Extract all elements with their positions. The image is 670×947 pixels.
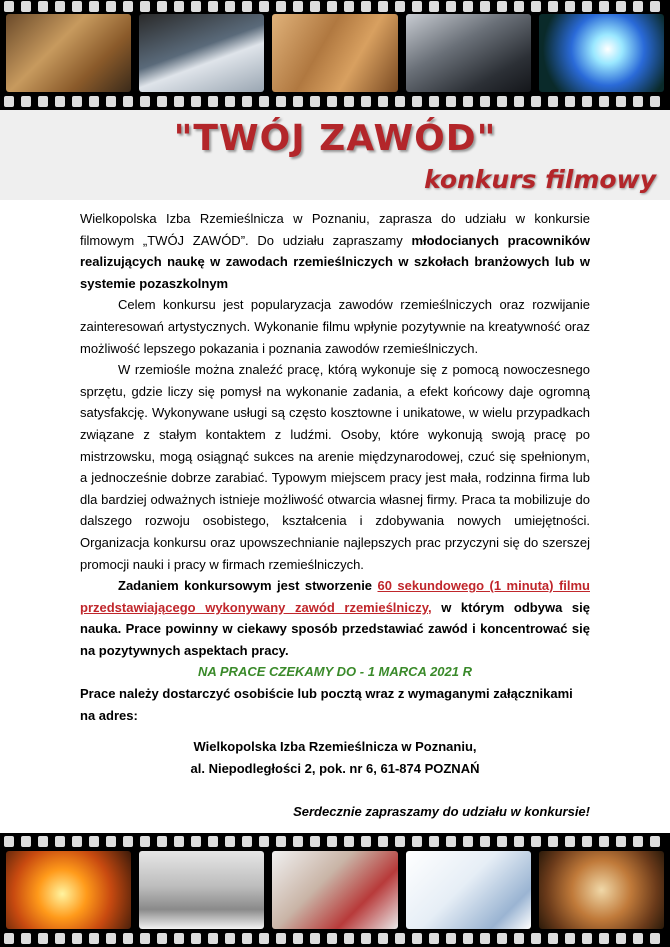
sprocket-hole: [259, 96, 269, 107]
sprocket-holes: [0, 1, 670, 13]
cooking-flames-photo: [6, 851, 131, 929]
sprocket-hole: [378, 1, 388, 12]
butcher-photo: [272, 851, 397, 929]
sprocket-hole: [344, 933, 354, 944]
sprocket-hole: [4, 96, 14, 107]
page-title: "TWÓJ ZAWÓD": [173, 118, 497, 159]
sprocket-hole: [361, 1, 371, 12]
sprocket-hole: [157, 1, 167, 12]
woodworking-photo: [272, 14, 397, 92]
sprocket-hole: [463, 1, 473, 12]
sprocket-hole: [174, 96, 184, 107]
sprocket-hole: [582, 96, 592, 107]
sprocket-hole: [276, 1, 286, 12]
sprocket-hole: [208, 836, 218, 847]
sprocket-hole: [480, 1, 490, 12]
sprocket-hole: [531, 1, 541, 12]
sprocket-hole: [293, 933, 303, 944]
sprocket-hole: [21, 96, 31, 107]
sewing-machine-sketch: [406, 851, 531, 929]
sprocket-hole: [72, 1, 82, 12]
sprocket-hole: [582, 1, 592, 12]
sprocket-hole: [582, 836, 592, 847]
sprocket-hole: [38, 836, 48, 847]
sprocket-hole: [599, 96, 609, 107]
sprocket-hole: [361, 933, 371, 944]
sprocket-hole: [140, 933, 150, 944]
sprocket-hole: [616, 1, 626, 12]
sprocket-hole: [395, 933, 405, 944]
sprocket-hole: [497, 1, 507, 12]
sprocket-hole: [344, 836, 354, 847]
sprocket-hole: [412, 1, 422, 12]
sprocket-hole: [123, 836, 133, 847]
sprocket-hole: [72, 96, 82, 107]
sprocket-hole: [123, 96, 133, 107]
document-body: [80, 208, 590, 823]
sprocket-hole: [412, 836, 422, 847]
sprocket-hole: [327, 836, 337, 847]
sprocket-hole: [412, 933, 422, 944]
sprocket-hole: [480, 933, 490, 944]
sprocket-hole: [361, 96, 371, 107]
sprocket-hole: [497, 836, 507, 847]
sprocket-hole: [140, 836, 150, 847]
sprocket-hole: [463, 933, 473, 944]
sprocket-hole: [497, 96, 507, 107]
sprocket-hole: [276, 836, 286, 847]
intro-paragraph: [80, 208, 590, 294]
sprocket-hole: [650, 1, 660, 12]
sprocket-hole: [106, 836, 116, 847]
sprocket-hole: [89, 933, 99, 944]
sprocket-hole: [310, 1, 320, 12]
sprocket-hole: [89, 836, 99, 847]
sprocket-hole: [38, 933, 48, 944]
sprocket-hole: [446, 933, 456, 944]
sprocket-hole: [174, 1, 184, 12]
sprocket-hole: [378, 933, 388, 944]
sprocket-hole: [565, 96, 575, 107]
sprocket-hole: [55, 933, 65, 944]
delivery-instructions: Prace należy dostarczyć osobiście lub pocztą wraz z wymaganymi załącznikami na adres:: [80, 686, 573, 723]
sprocket-hole: [174, 933, 184, 944]
sprocket-hole: [21, 1, 31, 12]
sprocket-hole: [293, 96, 303, 107]
page-subtitle: konkurs filmowy: [424, 165, 656, 194]
sprocket-hole: [429, 96, 439, 107]
sprocket-hole: [395, 1, 405, 12]
sprocket-hole: [310, 836, 320, 847]
sprocket-hole: [259, 836, 269, 847]
sprocket-hole: [497, 933, 507, 944]
invitation-text: Serdecznie zapraszamy do udziału w konkursie!: [293, 804, 590, 820]
sprocket-hole: [55, 836, 65, 847]
sprocket-hole: [242, 836, 252, 847]
sprocket-hole: [242, 96, 252, 107]
sprocket-hole: [463, 96, 473, 107]
sprocket-hole: [55, 96, 65, 107]
sprocket-hole: [514, 933, 524, 944]
sprocket-hole: [208, 933, 218, 944]
sprocket-hole: [633, 836, 643, 847]
sprocket-hole: [123, 933, 133, 944]
sprocket-hole: [191, 836, 201, 847]
task-text: Zadaniem konkursowym jest stworzenie: [118, 578, 378, 594]
sprocket-hole: [191, 933, 201, 944]
sprocket-hole: [4, 933, 14, 944]
sprocket-hole: [633, 933, 643, 944]
engine-repair-photo: [406, 14, 531, 92]
sprocket-hole: [616, 933, 626, 944]
sprocket-hole: [106, 933, 116, 944]
sprocket-hole: [531, 96, 541, 107]
sprocket-hole: [599, 1, 609, 12]
sprocket-hole: [242, 933, 252, 944]
sprocket-holes: [0, 836, 670, 848]
sprocket-hole: [650, 836, 660, 847]
sprocket-hole: [446, 96, 456, 107]
sprocket-hole: [310, 933, 320, 944]
sprocket-hole: [446, 836, 456, 847]
sprocket-hole: [259, 933, 269, 944]
mechanic-under-car-photo: [139, 14, 264, 92]
sprocket-hole: [650, 933, 660, 944]
sprocket-hole: [123, 1, 133, 12]
sprocket-hole: [4, 1, 14, 12]
sprocket-hole: [21, 933, 31, 944]
sprocket-hole: [293, 836, 303, 847]
bread-photo: [539, 851, 664, 929]
sprocket-hole: [650, 96, 660, 107]
sprocket-hole: [89, 1, 99, 12]
carpentry-photo: [6, 14, 131, 92]
sprocket-hole: [38, 1, 48, 12]
intro-target-group: młodocianych pracowników realizujących naukę w zawodach rzemieślniczych w szkołach branżowych lub w systemie pozaszkolnym: [80, 232, 590, 291]
sprocket-hole: [514, 836, 524, 847]
sprocket-hole: [633, 1, 643, 12]
sprocket-hole: [531, 836, 541, 847]
sprocket-hole: [327, 96, 337, 107]
sprocket-hole: [429, 933, 439, 944]
sprocket-hole: [106, 1, 116, 12]
optician-photo: [139, 851, 264, 929]
sprocket-hole: [38, 96, 48, 107]
sprocket-hole: [616, 96, 626, 107]
sprocket-hole: [225, 836, 235, 847]
craft-paragraph: W rzemiośle można znaleźć pracę, którą wykonuje się z pomocą nowoczesnego sprzętu, gdzie liczy się pomysł na wykonanie zadania, a efekt końcowy daje ogromną satysfakcję. Wykonywane usługi są często kosztowne i unikatowe, w wielu przypadkach związane z stałym kontaktem z ludźmi. Osoby, które wykonują swoją pracę po mistrzowsku, mogą osiągnąć sukces na arenie międzynarodowej, czuć się spełnionym, a jednocześnie dobrze zarabiać. Typowym miejscem pracy jest mała, rodzinna firma lub dla bardziej odważnych istnieje możliwość otwarcia własnej firmy. Praca ta mobilizuje do dalszego rozwoju osobistego, kształcenia i zdobywania nowych umiejętności. Organizacja konkursu oraz upowszechnianie najlepszych prac przyczyni się do szerszej promocji nauki i pracy w firmach rzemieślniczych.: [80, 362, 590, 572]
sprocket-hole: [4, 836, 14, 847]
deadline-notice: NA PRACE CZEKAMY DO - 1 MARCA 2021 R: [197, 664, 472, 680]
photo-frames-top: [6, 14, 664, 92]
photo-frames-bottom: [6, 851, 664, 929]
sprocket-hole: [208, 1, 218, 12]
intro-text: Wielkopolska Izba Rzemieślnicza w Poznaniu, zaprasza do udziału w konkursie filmowym „TWÓJ ZAWÓD”. Do udziału zapraszamy: [80, 211, 590, 248]
film-strip-bottom: [0, 833, 670, 947]
sprocket-hole: [276, 933, 286, 944]
sprocket-hole: [599, 836, 609, 847]
sprocket-hole: [446, 1, 456, 12]
laser-welding-photo: [539, 14, 664, 92]
sprocket-hole: [140, 1, 150, 12]
sprocket-hole: [378, 836, 388, 847]
sprocket-hole: [531, 933, 541, 944]
sprocket-hole: [344, 1, 354, 12]
sprocket-hole: [565, 933, 575, 944]
sprocket-hole: [412, 96, 422, 107]
sprocket-hole: [548, 96, 558, 107]
sprocket-hole: [225, 96, 235, 107]
sprocket-hole: [157, 933, 167, 944]
sprocket-hole: [395, 96, 405, 107]
sprocket-hole: [327, 933, 337, 944]
sprocket-hole: [633, 96, 643, 107]
sprocket-hole: [514, 1, 524, 12]
sprocket-hole: [72, 933, 82, 944]
sprocket-hole: [480, 96, 490, 107]
task-text-end: w którym odbywa się nauka. Prace powinny w ciekawy sposób przedstawiać zawód i koncentrować się na pozytywnych aspektach pracy.: [80, 599, 590, 658]
sprocket-hole: [480, 836, 490, 847]
sprocket-holes: [0, 96, 670, 108]
sprocket-hole: [548, 836, 558, 847]
sprocket-hole: [157, 96, 167, 107]
sprocket-hole: [548, 1, 558, 12]
sprocket-hole: [429, 1, 439, 12]
sprocket-hole: [157, 836, 167, 847]
sprocket-hole: [616, 836, 626, 847]
sprocket-hole: [72, 836, 82, 847]
sprocket-holes: [0, 933, 670, 945]
sprocket-hole: [310, 96, 320, 107]
sprocket-hole: [242, 1, 252, 12]
sprocket-hole: [21, 836, 31, 847]
sprocket-hole: [429, 836, 439, 847]
sprocket-hole: [140, 96, 150, 107]
sprocket-hole: [191, 96, 201, 107]
sprocket-hole: [463, 836, 473, 847]
sprocket-hole: [327, 1, 337, 12]
film-strip-top: [0, 0, 670, 110]
sprocket-hole: [344, 96, 354, 107]
sprocket-hole: [548, 933, 558, 944]
sprocket-hole: [89, 96, 99, 107]
sprocket-hole: [191, 1, 201, 12]
task-highlight: 60 sekundowego (1 minuta) filmu przedstawiającego wykonywany zawód rzemieślniczy,: [80, 578, 590, 615]
sprocket-hole: [225, 933, 235, 944]
sprocket-hole: [565, 836, 575, 847]
sprocket-hole: [514, 96, 524, 107]
address-line-2: al. Niepodległości 2, pok. nr 6, 61-874 POZNAŃ: [190, 760, 480, 776]
sprocket-hole: [174, 836, 184, 847]
sprocket-hole: [259, 1, 269, 12]
sprocket-hole: [276, 96, 286, 107]
sprocket-hole: [395, 836, 405, 847]
task-paragraph: [80, 575, 590, 661]
sprocket-hole: [361, 836, 371, 847]
goal-paragraph: Celem konkursu jest popularyzacja zawodów rzemieślniczych oraz rozwijanie zainteresowań artystycznych. Wykonanie filmu wpłynie pozytywnie na kreatywność oraz możliwość lepszego pokazania i poznania zawodów rzemieślniczych.: [80, 297, 590, 356]
address-line-1: Wielkopolska Izba Rzemieślnicza w Poznaniu,: [193, 739, 477, 755]
sprocket-hole: [208, 96, 218, 107]
sprocket-hole: [582, 933, 592, 944]
sprocket-hole: [378, 96, 388, 107]
sprocket-hole: [55, 1, 65, 12]
sprocket-hole: [565, 1, 575, 12]
sprocket-hole: [293, 1, 303, 12]
sprocket-hole: [106, 96, 116, 107]
sprocket-hole: [599, 933, 609, 944]
sprocket-hole: [225, 1, 235, 12]
